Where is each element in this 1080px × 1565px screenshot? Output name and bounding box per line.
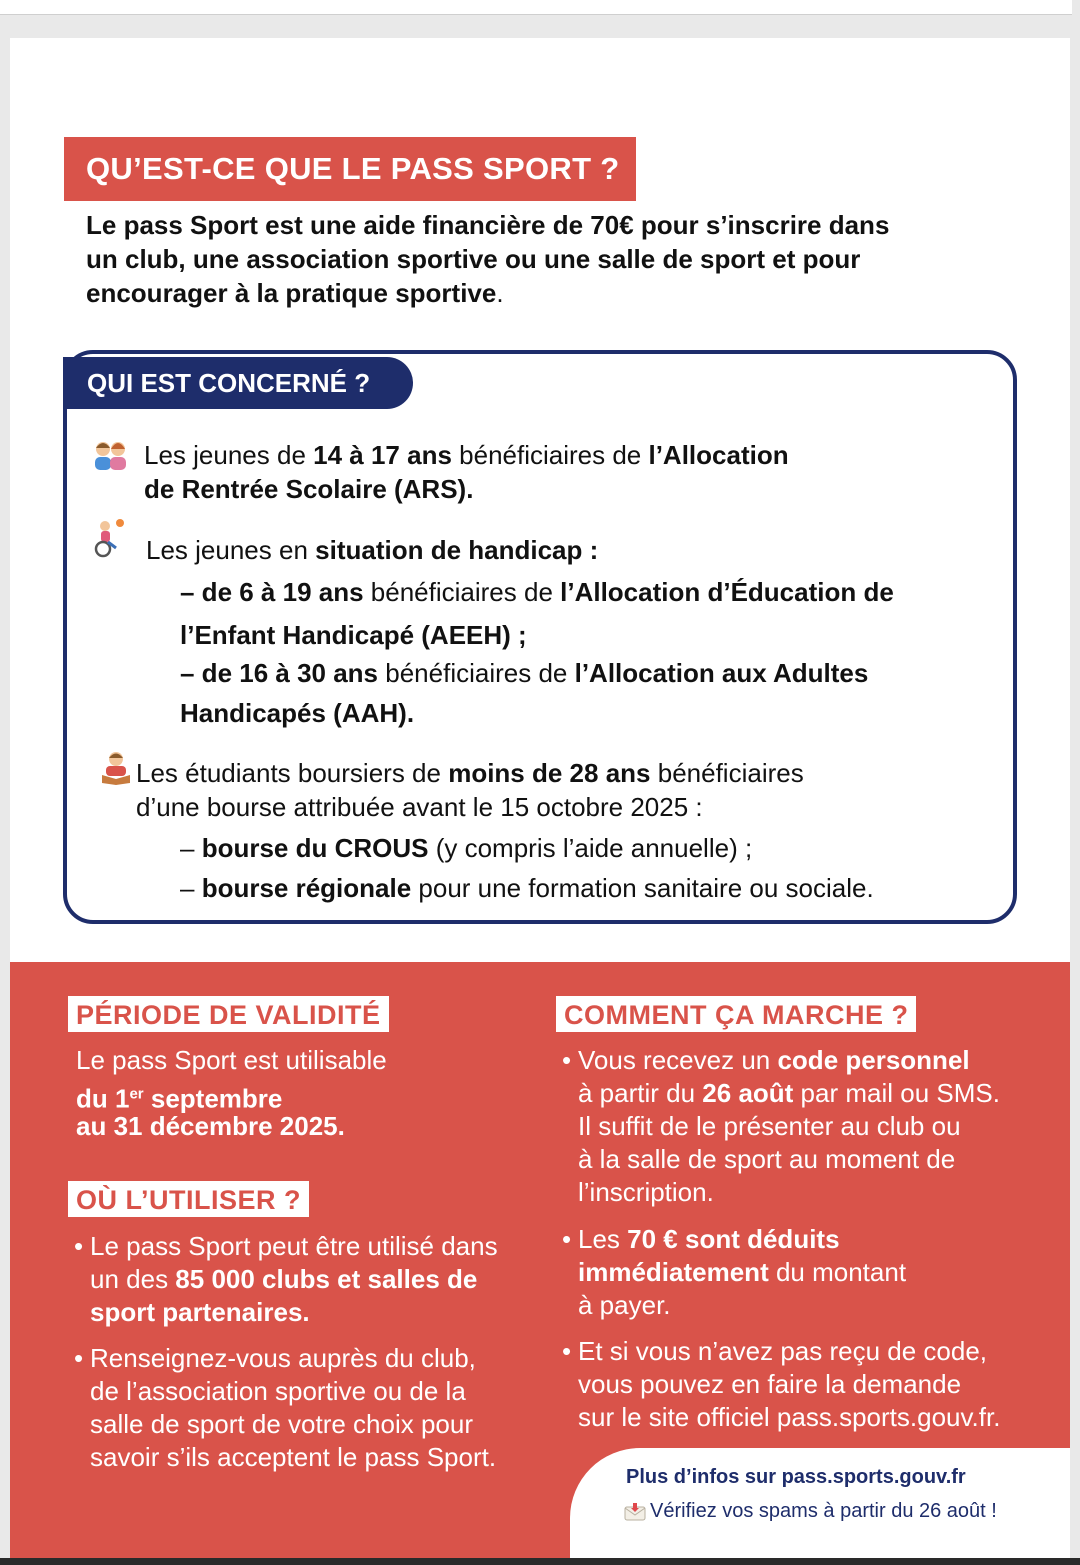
children-icon [92,436,128,472]
who-item1-line1: Les jeunes de 14 à 17 ans bénéficiaires de l’Allocation [144,440,789,470]
how-b1-line3: Il suffit de le présenter au club ou [578,1111,961,1141]
who-item3-line2: d’une bourse attribuée avant le 15 octobre 2025 : [136,792,703,822]
where-b2-line4: savoir s’ils acceptent le pass Sport. [90,1442,497,1472]
bullet-dot: • [562,1045,572,1075]
who-item1-line2: de Rentrée Scolaire (ARS). [144,474,474,504]
intro-line-3: encourager à la pratique sportive. [86,278,504,308]
info-website-line: Plus d’infos sur pass.sports.gouv.fr [626,1466,966,1488]
section-title-how: COMMENT ÇA MARCHE ? [556,996,916,1032]
bullet-dot: • [74,1343,84,1373]
how-b3-line3: sur le site officiel pass.sports.gouv.fr. [578,1402,1001,1432]
section-title-where: OÙ L’UTILISER ? [68,1181,309,1217]
intro-paragraph [86,208,966,310]
bottom-edge [0,1558,1080,1565]
how-b1-line1: Vous recevez un code personnel [578,1045,970,1075]
where-b2-line2: de l’association sportive ou de la [90,1376,466,1406]
where-b1-line2: un des 85 000 clubs et salles de [90,1264,478,1294]
section-title-what: QU’EST-CE QUE LE PASS SPORT ? [64,137,636,201]
wheelchair-athlete-icon [90,518,126,558]
validity-line-2: du 1er septembre [76,1083,283,1114]
how-b2-line3: à payer. [578,1290,671,1320]
who-item3-sub1: – bourse du CROUS (y compris l’aide annuelle) ; [180,833,753,863]
how-b2-line2: immédiatement du montant [578,1257,907,1287]
validity-line-1: Le pass Sport est utilisable [76,1045,387,1075]
how-b1-line2: à partir du 26 août par mail ou SMS. [578,1078,1000,1108]
section-title-validity: PÉRIODE DE VALIDITÉ [68,996,389,1032]
how-b2-line1: Les 70 € sont déduits [578,1224,840,1254]
who-item2-sub2-line2: Handicapés (AAH). [180,698,415,728]
mail-icon [624,1503,646,1521]
bullet-dot: • [74,1231,84,1261]
how-b1-line4: à la salle de sport au moment de [578,1144,956,1174]
how-b3-line1: Et si vous n’avez pas reçu de code, [578,1336,988,1366]
previous-page-edge [0,0,1072,15]
who-item2-sub2-line1: – de 16 à 30 ans bénéficiaires de l’Allocation aux Adultes [180,658,869,688]
how-b3-line2: vous pouvez en faire la demande [578,1369,962,1399]
who-item2-line1: Les jeunes en situation de handicap : [146,535,599,565]
intro-line-1: Le pass Sport est une aide financière de 70€ pour s’inscrire dans [86,210,890,240]
validity-line-3: au 31 décembre 2025. [76,1111,345,1141]
intro-line-2: un club, une association sportive ou une salle de sport et pour [86,244,861,274]
bullet-dot: • [562,1336,572,1366]
where-b2-line1: Renseignez-vous auprès du club, [90,1343,476,1373]
how-b1-line5: l’inscription. [578,1177,714,1207]
section-title-who: QUI EST CONCERNÉ ? [63,357,413,409]
where-b1-line1: Le pass Sport peut être utilisé dans [90,1231,498,1261]
where-b2-line3: salle de sport de votre choix pour [90,1409,473,1439]
who-item3-line1: Les étudiants boursiers de moins de 28 ans bénéficiaires [136,758,804,788]
who-item2-sub1-line1: – de 6 à 19 ans bénéficiaires de l’Allocation d’Éducation de [180,577,894,607]
student-icon [98,749,134,785]
where-b1-line3: sport partenaires. [90,1297,310,1327]
flyer-page [10,38,1070,1558]
info-spam-line: Vérifiez vos spams à partir du 26 août ! [650,1500,997,1522]
bullet-dot: • [562,1224,572,1254]
who-item2-sub1-line2: l’Enfant Handicapé (AEEH) ; [180,620,527,650]
who-item3-sub2: – bourse régionale pour une formation sanitaire ou sociale. [180,873,874,903]
